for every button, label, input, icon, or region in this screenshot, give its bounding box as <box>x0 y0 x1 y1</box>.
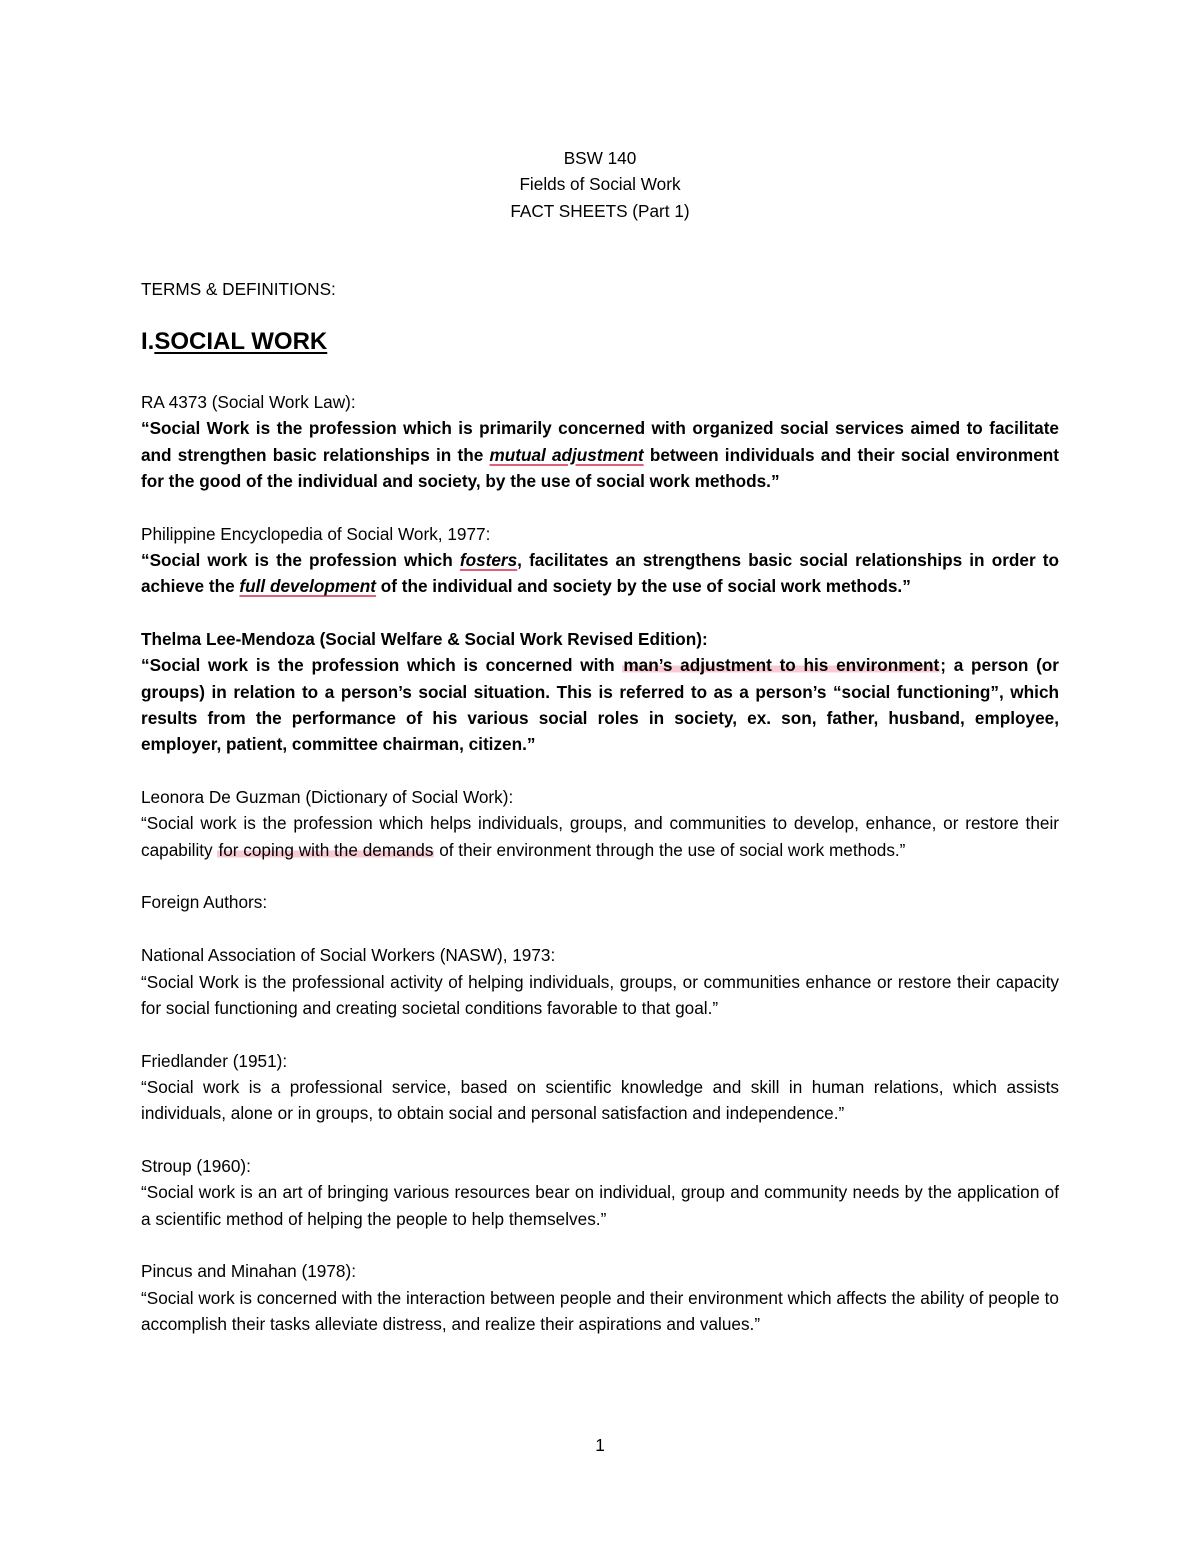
document-title: Fields of Social Work <box>519 174 681 195</box>
definition-quote: “Social Work is the professional activity of helping individuals, groups, or communities enhance or restore their capacity for social functioning and creating societal conditions favorable to that goal.” <box>141 971 1059 1018</box>
definition-de-guzman <box>141 784 1059 863</box>
document-body <box>141 389 1059 1364</box>
section-title: SOCIAL WORK <box>154 328 328 355</box>
definition-ph-encyclopedia <box>141 521 1059 600</box>
highlight-coping-demands: for coping with the demands <box>218 839 434 860</box>
highlight-mutual-adjustment: mutual adjustment <box>489 444 644 465</box>
document-subtitle: FACT SHEETS (Part 1) <box>510 200 690 221</box>
definition-source: National Association of Social Workers (NASW), 1973: <box>141 945 556 966</box>
definition-friedlander <box>141 1048 1059 1127</box>
definition-quote: “Social work is an art of bringing various resources bear on individual, group and community needs by the application of a scientific method of helping the people to help themselves.” <box>141 1182 1059 1229</box>
definition-stroup <box>141 1153 1059 1232</box>
highlight-mans-adjustment: man’s adjustment to his environment <box>623 655 940 676</box>
foreign-authors-heading: Foreign Authors: <box>141 892 268 913</box>
definition-quote <box>141 415 1059 494</box>
quote-text: “Social work is the profession which helps individuals, groups, and communities to develop, enhance, or restore their capability <box>141 813 1059 860</box>
quote-text: between individuals and their social environment for the good of the individual and society, by the use of social work methods.” <box>141 444 1059 491</box>
definition-quote: “Social work is concerned with the interaction between people and their environment which affects the ability of people to accomplish their tasks alleviate distress, and realize their aspirations and values.” <box>141 1287 1059 1335</box>
quote-text: “Social work is the profession which is concerned with <box>141 655 623 676</box>
definition-source: Stroup (1960): <box>141 1156 251 1177</box>
definition-nasw <box>141 942 1059 1021</box>
section-heading <box>141 326 327 358</box>
definition-quote <box>141 547 1059 600</box>
definition-source: Leonora De Guzman (Dictionary of Social Work): <box>141 787 514 808</box>
section-number: I. <box>141 328 155 355</box>
definition-quote <box>141 652 1059 757</box>
definition-source: Friedlander (1951): <box>141 1050 288 1071</box>
quote-text: of their environment through the use of social work methods.” <box>434 839 906 860</box>
quote-text: of the individual and society by the use of social work methods.” <box>375 576 911 597</box>
definition-source: Thelma Lee-Mendoza (Social Welfare & Social Work Revised Edition): <box>141 629 708 650</box>
quote-text: “Social Work is the profession which is primarily concerned with organized social services aimed to facilitate and strengthen basic relationships in the <box>141 418 1059 465</box>
quote-text: “Social work is the profession which <box>141 549 460 570</box>
definition-quote <box>141 810 1059 863</box>
document-header <box>0 145 1200 224</box>
course-code: BSW 140 <box>563 148 637 168</box>
definition-ra4373 <box>141 389 1059 494</box>
definition-quote: “Social work is a professional service, based on scientific knowledge and skill in human relations, which assists individuals, alone or in groups, to obtain social and personal satisfaction and independence.” <box>141 1076 1059 1124</box>
definition-pincus-minahan <box>141 1258 1059 1337</box>
page-number: 1 <box>595 1435 605 1455</box>
definition-lee-mendoza <box>141 626 1059 757</box>
definition-source: Pincus and Minahan (1978): <box>141 1261 356 1282</box>
highlight-fosters: fosters <box>459 549 518 570</box>
quote-text: ; a person (or groups) in relation to a person’s social situation. This is referred to as a person’s “social functioning”, which results from the performance of his various social roles in society, ex. son, father, husband, employee, employer, patient, committee chairman, citizen.” <box>141 655 1059 755</box>
definition-source: RA 4373 (Social Work Law): <box>141 392 356 412</box>
definition-source: Philippine Encyclopedia of Social Work, 1977: <box>141 523 491 544</box>
quote-text: , facilitates an strengthens basic social relationships in order to achieve the <box>141 549 1059 597</box>
highlight-full-development: full development <box>239 576 376 597</box>
terms-heading: TERMS & DEFINITIONS: <box>141 279 336 299</box>
